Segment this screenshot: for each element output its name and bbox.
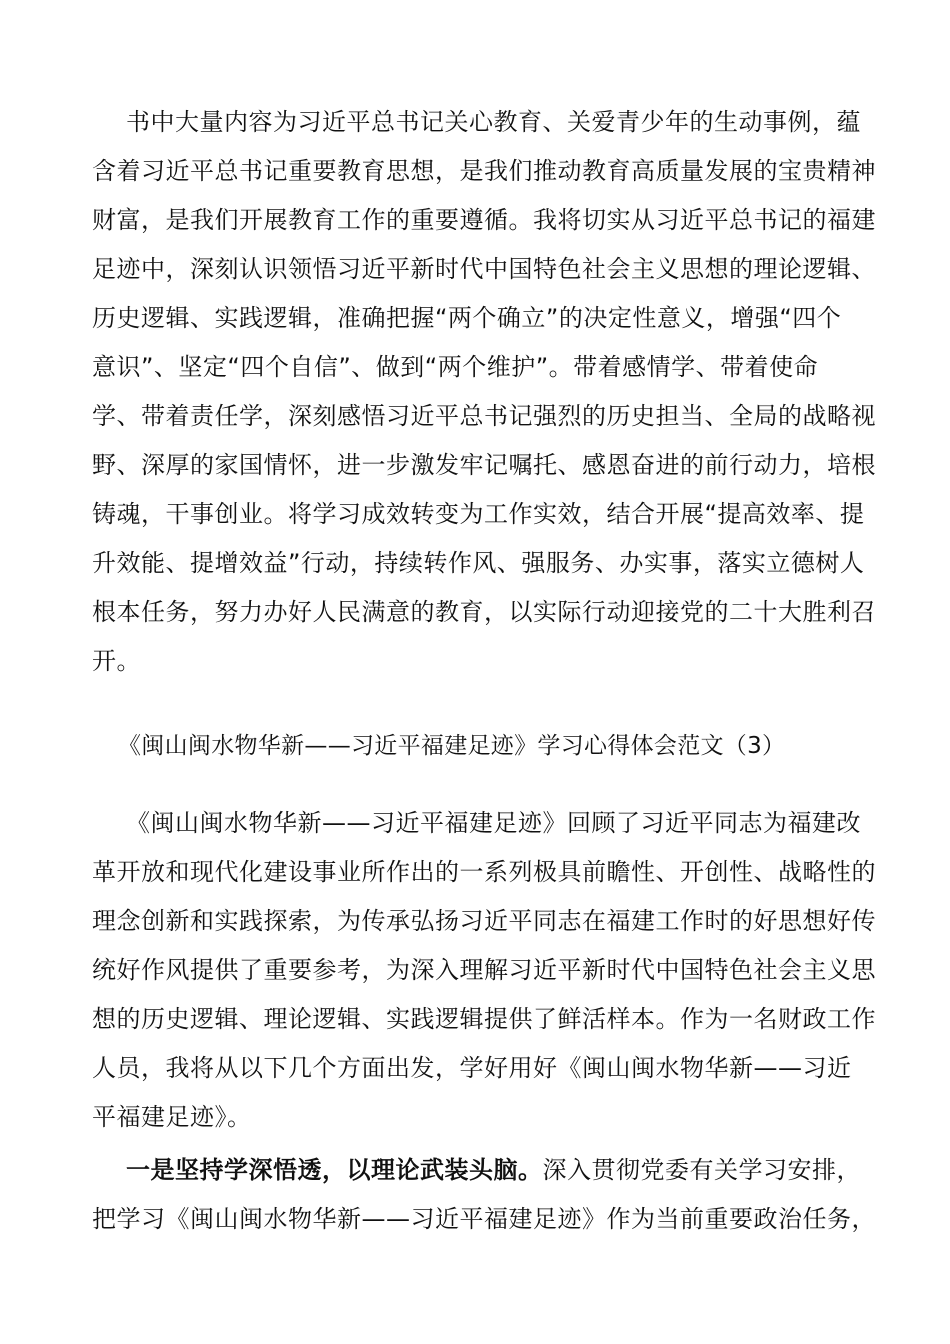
paragraph-line: 革开放和现代化建设事业所作出的一系列极具前瞻性、开创性、战略性的	[92, 858, 876, 886]
paragraph-line: 统好作风提供了重要参考，为深入理解习近平新时代中国特色社会主义思	[92, 956, 876, 984]
paragraph-line: 意识”、坚定“四个自信”、做到“两个维护”。带着感情学、带着使命	[92, 353, 819, 381]
bold-lead-text: 一是坚持学深悟透，以理论武装头脑。	[126, 1156, 543, 1184]
section-title: 《闽山闽水物华新——习近平福建足迹》学习心得体会范文（3）	[118, 733, 786, 759]
paragraph-1	[92, 98, 876, 686]
paragraph-line: 铸魂，干事创业。将学习成效转变为工作实效，结合开展“提高效率、提	[92, 500, 865, 528]
paragraph-line: 把学习《闽山闽水物华新——习近平福建足迹》作为当前重要政治任务，	[92, 1205, 876, 1233]
paragraph-line: 想的历史逻辑、理论逻辑、实践逻辑提供了鲜活样本。作为一名财政工作	[92, 1005, 876, 1033]
paragraph-line: 财富，是我们开展教育工作的重要遵循。我将切实从习近平总书记的福建	[92, 206, 876, 234]
paragraph-line: 开。	[92, 647, 141, 675]
paragraph-line: 升效能、提增效益”行动，持续转作风、强服务、办实事，落实立德树人	[92, 549, 865, 577]
paragraph-line: 《闽山闽水物华新——习近平福建足迹》回顾了习近平同志为福建改	[126, 809, 861, 837]
paragraph-line	[92, 1146, 872, 1195]
paragraph-line: 足迹中，深刻认识领悟习近平新时代中国特色社会主义思想的理论逻辑、	[92, 255, 876, 283]
paragraph-text: 深入贯彻党委有关学习安排，	[542, 1156, 861, 1184]
paragraph-line: 书中大量内容为习近平总书记关心教育、关爱青少年的生动事例，蕴	[126, 108, 861, 136]
paragraph-line: 人员，我将从以下几个方面出发，学好用好《闽山闽水物华新——习近	[92, 1054, 852, 1082]
paragraph-line: 野、深厚的家国情怀，进一步激发牢记嘱托、感恩奋进的前行动力，培根	[92, 451, 876, 479]
paragraph-line: 学、带着责任学，深刻感悟习近平总书记强烈的历史担当、全局的战略视	[92, 402, 876, 430]
paragraph-3	[92, 1146, 876, 1244]
paragraph-line: 根本任务，努力办好人民满意的教育，以实际行动迎接党的二十大胜利召	[92, 598, 876, 626]
paragraph-line: 历史逻辑、实践逻辑，准确把握“两个确立”的决定性意义，增强“四个	[92, 304, 842, 332]
paragraph-line: 含着习近平总书记重要教育思想，是我们推动教育高质量发展的宝贵精神	[92, 157, 876, 185]
paragraph-2	[92, 799, 876, 1142]
paragraph-line: 理念创新和实践探索，为传承弘扬习近平同志在福建工作时的好思想好传	[92, 907, 876, 935]
paragraph-line: 平福建足迹》。	[92, 1103, 252, 1131]
